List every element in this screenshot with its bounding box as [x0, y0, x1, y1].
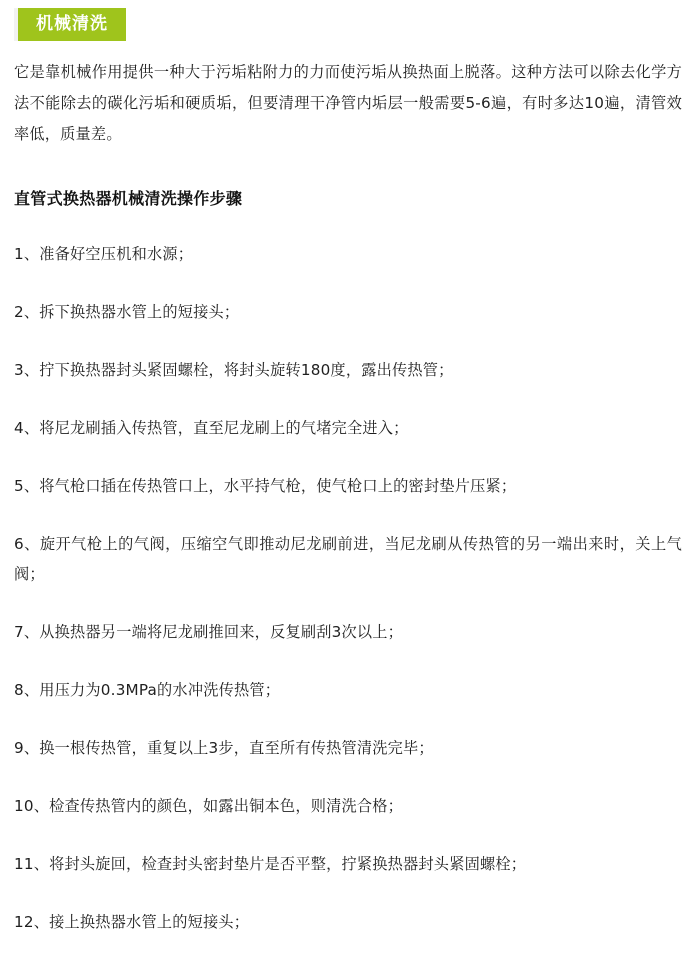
intro-paragraph: 它是靠机械作用提供一种大于污垢粘附力的力而使污垢从换热面上脱落。这种方法可以除去化学方法不能除去的碳化污垢和硬质垢，但要清理干净管内垢层一般需要5-6遍，有时多达10遍，清管效率低，质量差。 [14, 63, 682, 143]
list-item: 5、将气枪口插在传热管口上，水平持气枪，使气枪口上的密封垫片压紧； [14, 477, 517, 495]
list-item: 4、将尼龙刷插入传热管，直至尼龙刷上的气堵完全进入； [14, 419, 409, 437]
list-item: 1、准备好空压机和水源； [14, 245, 194, 263]
list-item: 3、拧下换热器封头紧固螺栓，将封头旋转180度，露出传热管； [14, 361, 454, 379]
list-item: 6、旋开气枪上的气阀，压缩空气即推动尼龙刷前进，当尼龙刷从传热管的另一端出来时，关上气阀； [14, 535, 682, 583]
page-title: 直管式换热器机械清洗操作步骤 [14, 189, 243, 208]
list-item: 12、接上换热器水管上的短接头； [14, 913, 250, 931]
list-item: 11、将封头旋回，检查封头密封垫片是否平整，拧紧换热器封头紧固螺栓； [14, 855, 527, 873]
list-item: 7、从换热器另一端将尼龙刷推回来，反复刷刮3次以上； [14, 623, 404, 641]
section-banner-row [14, 0, 682, 44]
list-item: 9、换一根传热管，重复以上3步，直至所有传热管清洗完毕； [14, 739, 434, 757]
list-item: 10、检查传热管内的颜色，如露出铜本色，则清洗合格； [14, 797, 404, 815]
list-item: 2、拆下换热器水管上的短接头； [14, 303, 240, 321]
list-item: 8、用压力为0.3MPa的水冲洗传热管； [14, 681, 281, 699]
section-banner-title: 机械清洗 [14, 8, 126, 41]
steps-list [14, 239, 682, 937]
